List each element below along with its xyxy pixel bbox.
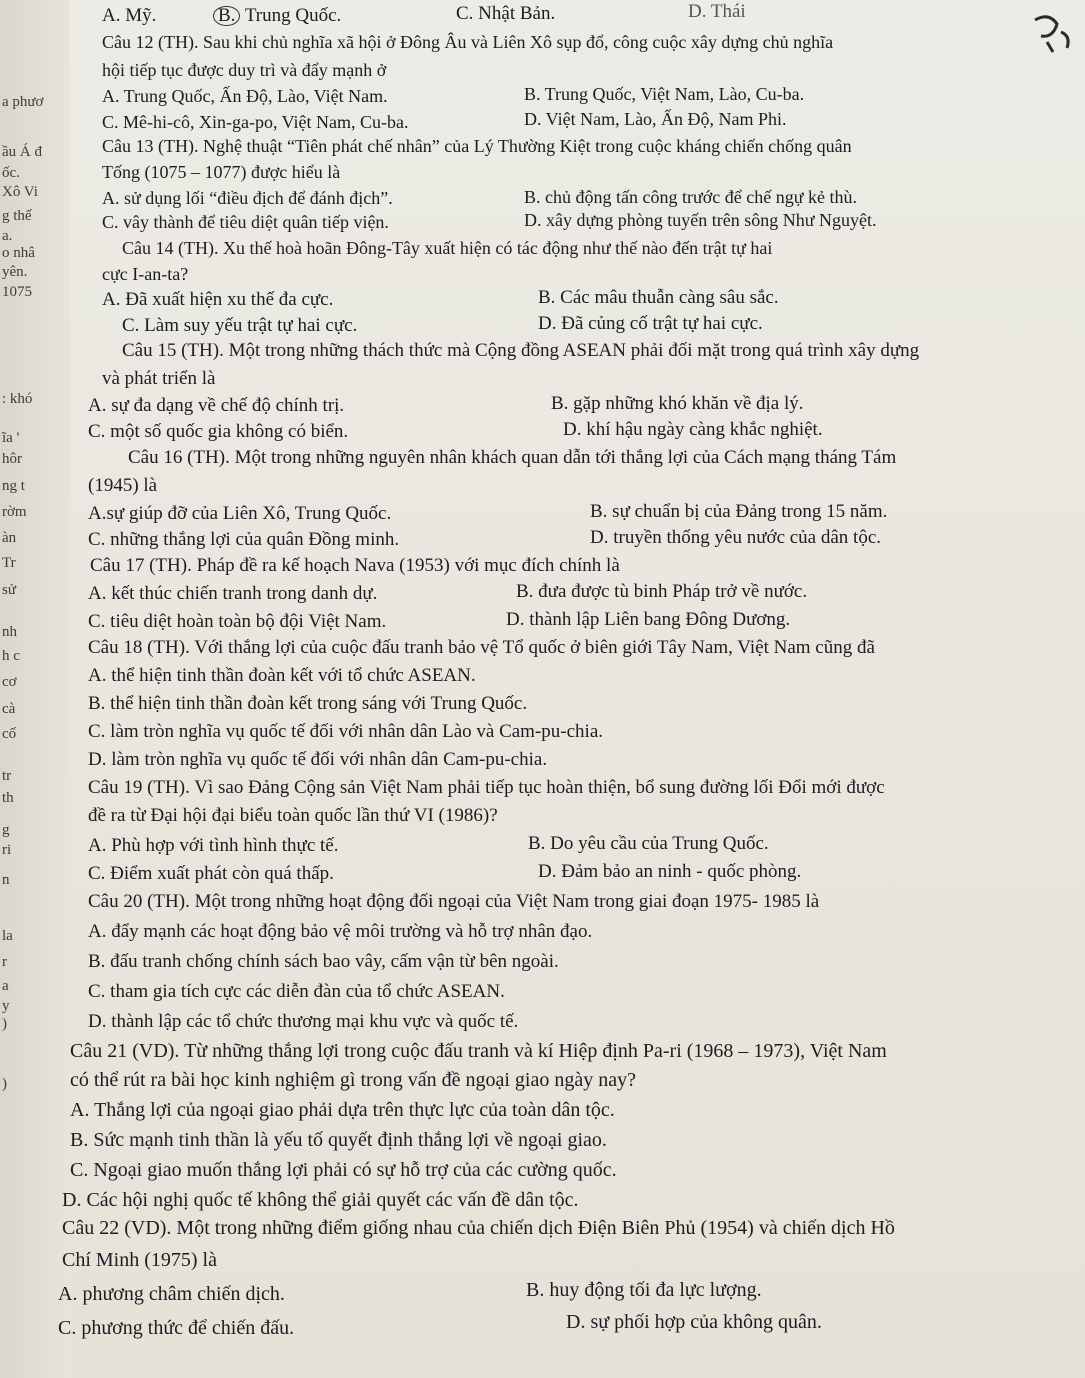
top-option-d: D. Thái bbox=[688, 1, 746, 22]
margin-fragment: a phươ bbox=[2, 94, 44, 110]
question-18-option-c: C. làm tròn nghĩa vụ quốc tế đối với nhân dân Lào và Cam-pu-chia. bbox=[88, 721, 604, 742]
margin-fragment: ri bbox=[2, 842, 12, 858]
question-17-option-c: C. tiêu diệt hoàn toàn bộ đội Việt Nam. bbox=[88, 611, 387, 632]
margin-fragment: Xô Vi bbox=[2, 184, 38, 200]
margin-fragment: tr bbox=[2, 768, 12, 784]
margin-fragment: ) bbox=[2, 1016, 7, 1032]
question-20-stem: Câu 20 (TH). Một trong những hoạt động đối ngoại của Việt Nam trong giai đoạn 1975- 1985 là bbox=[88, 891, 820, 912]
question-22-option-b: B. huy động tối đa lực lượng. bbox=[526, 1279, 762, 1301]
question-14-option-d: D. Đã củng cố trật tự hai cực. bbox=[538, 313, 763, 334]
question-15-stem-cont: và phát triển là bbox=[102, 368, 216, 389]
question-15-option-c: C. một số quốc gia không có biển. bbox=[88, 421, 349, 442]
question-18-option-a: A. thể hiện tinh thần đoàn kết với tổ chức ASEAN. bbox=[88, 665, 476, 686]
margin-fragment: cơ bbox=[2, 674, 17, 690]
top-option-b-text: Trung Quốc. bbox=[244, 5, 342, 26]
question-14-stem: Câu 14 (TH). Xu thế hoà hoãn Đông-Tây xuất hiện có tác động như thế nào đến trật tự hai bbox=[122, 238, 773, 258]
question-22-option-a: A. phương châm chiến dịch. bbox=[58, 1283, 285, 1305]
margin-fragment: g thế bbox=[2, 208, 32, 224]
question-13-option-a: A. sử dụng lối “điều địch để đánh địch”. bbox=[102, 188, 393, 208]
margin-fragment: h c bbox=[2, 648, 20, 664]
question-16-option-c: C. những thắng lợi của quân Đồng minh. bbox=[88, 529, 400, 550]
question-19-stem: Câu 19 (TH). Vì sao Đảng Cộng sản Việt Nam phải tiếp tục hoàn thiện, bổ sung đường lối Đổi mới được bbox=[88, 777, 885, 798]
margin-fragment: sử bbox=[2, 582, 16, 598]
margin-fragment: hôr bbox=[2, 451, 22, 467]
question-13-stem-cont: Tống (1075 – 1077) được hiểu là bbox=[102, 162, 341, 182]
question-22-stem-cont: Chí Minh (1975) là bbox=[62, 1249, 217, 1271]
question-16-option-d: D. truyền thống yêu nước của dân tộc. bbox=[590, 527, 882, 548]
question-17-option-a: A. kết thúc chiến tranh trong danh dự. bbox=[88, 583, 378, 604]
question-12-option-d: D. Việt Nam, Lào, Ấn Độ, Nam Phi. bbox=[524, 109, 787, 129]
question-12-option-c: C. Mê-hi-cô, Xin-ga-po, Việt Nam, Cu-ba. bbox=[102, 112, 409, 132]
question-16-option-a: A.sự giúp đỡ của Liên Xô, Trung Quốc. bbox=[88, 503, 392, 524]
margin-fragment: ầu Á đ bbox=[2, 144, 42, 160]
question-16-stem: Câu 16 (TH). Một trong những nguyên nhân khách quan dẫn tới thắng lợi của Cách mạng tháng Tám bbox=[128, 447, 897, 468]
question-19-option-c: C. Điểm xuất phát còn quá thấp. bbox=[88, 863, 334, 884]
question-17-option-d: D. thành lập Liên bang Đông Dương. bbox=[506, 609, 791, 630]
question-12-option-a: A. Trung Quốc, Ấn Độ, Lào, Việt Nam. bbox=[102, 86, 388, 106]
question-18-option-d: D. làm tròn nghĩa vụ quốc tế đối với nhân dân Cam-pu-chia. bbox=[88, 749, 548, 770]
question-22-option-d: D. sự phối hợp của không quân. bbox=[566, 1311, 822, 1333]
question-21-option-d: D. Các hội nghị quốc tế không thể giải quyết các vấn đề dân tộc. bbox=[62, 1189, 579, 1211]
question-21-option-c: C. Ngoại giao muốn thắng lợi phải có sự hỗ trợ của các cường quốc. bbox=[70, 1159, 617, 1181]
question-15-option-b: B. gặp những khó khăn về địa lý. bbox=[551, 393, 804, 414]
question-13-stem: Câu 13 (TH). Nghệ thuật “Tiên phát chế nhân” của Lý Thường Kiệt trong cuộc kháng chiến chống quân bbox=[102, 136, 852, 156]
question-20-option-c: C. tham gia tích cực các diễn đàn của tổ chức ASEAN. bbox=[88, 981, 505, 1002]
question-20-option-a: A. đẩy mạnh các hoạt động bảo vệ môi trường và hỗ trợ nhân đạo. bbox=[88, 921, 593, 942]
handwritten-mark-icon bbox=[1017, 6, 1077, 96]
question-15-option-d: D. khí hậu ngày càng khắc nghiệt. bbox=[563, 419, 823, 440]
question-21-stem: Câu 21 (VD). Từ những thắng lợi trong cuộc đấu tranh và kí Hiệp định Pa-ri (1968 – 1973), Việt Nam bbox=[70, 1040, 887, 1062]
question-20-option-d: D. thành lập các tổ chức thương mại khu vực và quốc tế. bbox=[88, 1011, 519, 1032]
margin-fragment: àn bbox=[2, 530, 17, 546]
question-13-option-c: C. vây thành để tiêu diệt quân tiếp viện. bbox=[102, 212, 389, 232]
question-13-option-d: D. xây dựng phòng tuyến trên sông Như Nguyệt. bbox=[524, 210, 877, 230]
margin-fragment: : khó bbox=[2, 391, 33, 407]
margin-fragment: la bbox=[2, 928, 13, 944]
question-14-option-b: B. Các mâu thuẫn càng sâu sắc. bbox=[538, 287, 779, 308]
margin-fragment: 1075 bbox=[2, 284, 32, 300]
margin-fragment: ốc. bbox=[2, 165, 20, 181]
question-12-stem-cont: hội tiếp tục được duy trì và đẩy mạnh ở bbox=[102, 60, 387, 80]
question-13-option-b: B. chủ động tấn công trước để chế ngự kẻ thù. bbox=[524, 187, 857, 207]
question-15-stem: Câu 15 (TH). Một trong những thách thức mà Cộng đồng ASEAN phải đối mặt trong quá trình xây dựng bbox=[122, 340, 920, 361]
question-21-stem-cont: có thể rút ra bài học kinh nghiệm gì trong vấn đề ngoại giao ngày nay? bbox=[70, 1069, 636, 1091]
margin-fragment: ng t bbox=[2, 478, 25, 494]
margin-fragment: ĩa ' bbox=[2, 430, 20, 446]
question-15-option-a: A. sự đa dạng về chế độ chính trị. bbox=[88, 395, 345, 416]
question-20-option-b: B. đấu tranh chống chính sách bao vây, cấm vận từ bên ngoài. bbox=[88, 951, 559, 972]
question-16-stem-cont: (1945) là bbox=[88, 475, 158, 496]
margin-fragment: cà bbox=[2, 701, 16, 717]
top-option-b bbox=[213, 4, 341, 28]
top-option-c: C. Nhật Bản. bbox=[456, 3, 556, 24]
question-12-option-b: B. Trung Quốc, Việt Nam, Lào, Cu-ba. bbox=[524, 84, 805, 104]
question-14-option-a: A. Đã xuất hiện xu thế đa cực. bbox=[102, 289, 334, 310]
margin-fragment: cố bbox=[2, 726, 17, 742]
question-19-option-b: B. Do yêu cầu của Trung Quốc. bbox=[528, 833, 769, 854]
question-21-option-a: A. Thắng lợi của ngoại giao phải dựa trên thực lực của toàn dân tộc. bbox=[70, 1099, 615, 1121]
option-b-circle-mark: B. bbox=[213, 6, 240, 26]
margin-fragment: a bbox=[2, 978, 9, 994]
margin-fragment: ) bbox=[2, 1076, 7, 1092]
question-22-option-c: C. phương thức để chiến đấu. bbox=[58, 1317, 295, 1339]
question-19-option-a: A. Phù hợp với tình hình thực tế. bbox=[88, 835, 339, 856]
margin-fragment: y bbox=[2, 998, 10, 1014]
question-21-option-b: B. Sức mạnh tinh thần là yếu tố quyết định thắng lợi về ngoại giao. bbox=[70, 1129, 607, 1151]
top-option-a: A. Mỹ. bbox=[102, 5, 157, 26]
margin-fragment: r bbox=[2, 954, 7, 970]
question-18-stem: Câu 18 (TH). Với thắng lợi của cuộc đấu tranh bảo vệ Tổ quốc ở biên giới Tây Nam, Việt Nam cũng đã bbox=[88, 637, 875, 658]
margin-fragment: g bbox=[2, 822, 10, 838]
question-12-stem: Câu 12 (TH). Sau khi chủ nghĩa xã hội ở Đông Âu và Liên Xô sụp đổ, công cuộc xây dựng chủ nghĩa bbox=[102, 32, 834, 52]
question-19-option-d: D. Đảm bảo an ninh - quốc phòng. bbox=[538, 861, 802, 882]
margin-fragment: nh bbox=[2, 624, 17, 640]
question-22-stem: Câu 22 (VD). Một trong những điểm giống nhau của chiến dịch Điện Biên Phủ (1954) và chiến dịch Hồ bbox=[62, 1217, 895, 1239]
question-17-stem: Câu 17 (TH). Pháp đề ra kế hoạch Nava (1953) với mục đích chính là bbox=[90, 555, 620, 576]
margin-fragment: a. bbox=[2, 228, 13, 244]
question-14-stem-cont: cực I-an-ta? bbox=[102, 264, 189, 284]
margin-fragment: n bbox=[2, 872, 10, 888]
margin-fragment: th bbox=[2, 790, 14, 806]
question-19-stem-cont: đề ra từ Đại hội đại biểu toàn quốc lần thứ VI (1986)? bbox=[88, 805, 498, 826]
margin-fragment: rờm bbox=[2, 504, 27, 520]
question-18-option-b: B. thể hiện tinh thần đoàn kết trong sáng với Trung Quốc. bbox=[88, 693, 528, 714]
margin-fragment: yên. bbox=[2, 264, 28, 280]
question-14-option-c: C. Làm suy yếu trật tự hai cực. bbox=[122, 315, 358, 336]
margin-fragment: o nhâ bbox=[2, 245, 35, 261]
question-17-option-b: B. đưa được tù binh Pháp trở về nước. bbox=[516, 581, 808, 602]
question-16-option-b: B. sự chuẩn bị của Đảng trong 15 năm. bbox=[590, 501, 888, 522]
margin-fragment: Tr bbox=[2, 555, 16, 571]
